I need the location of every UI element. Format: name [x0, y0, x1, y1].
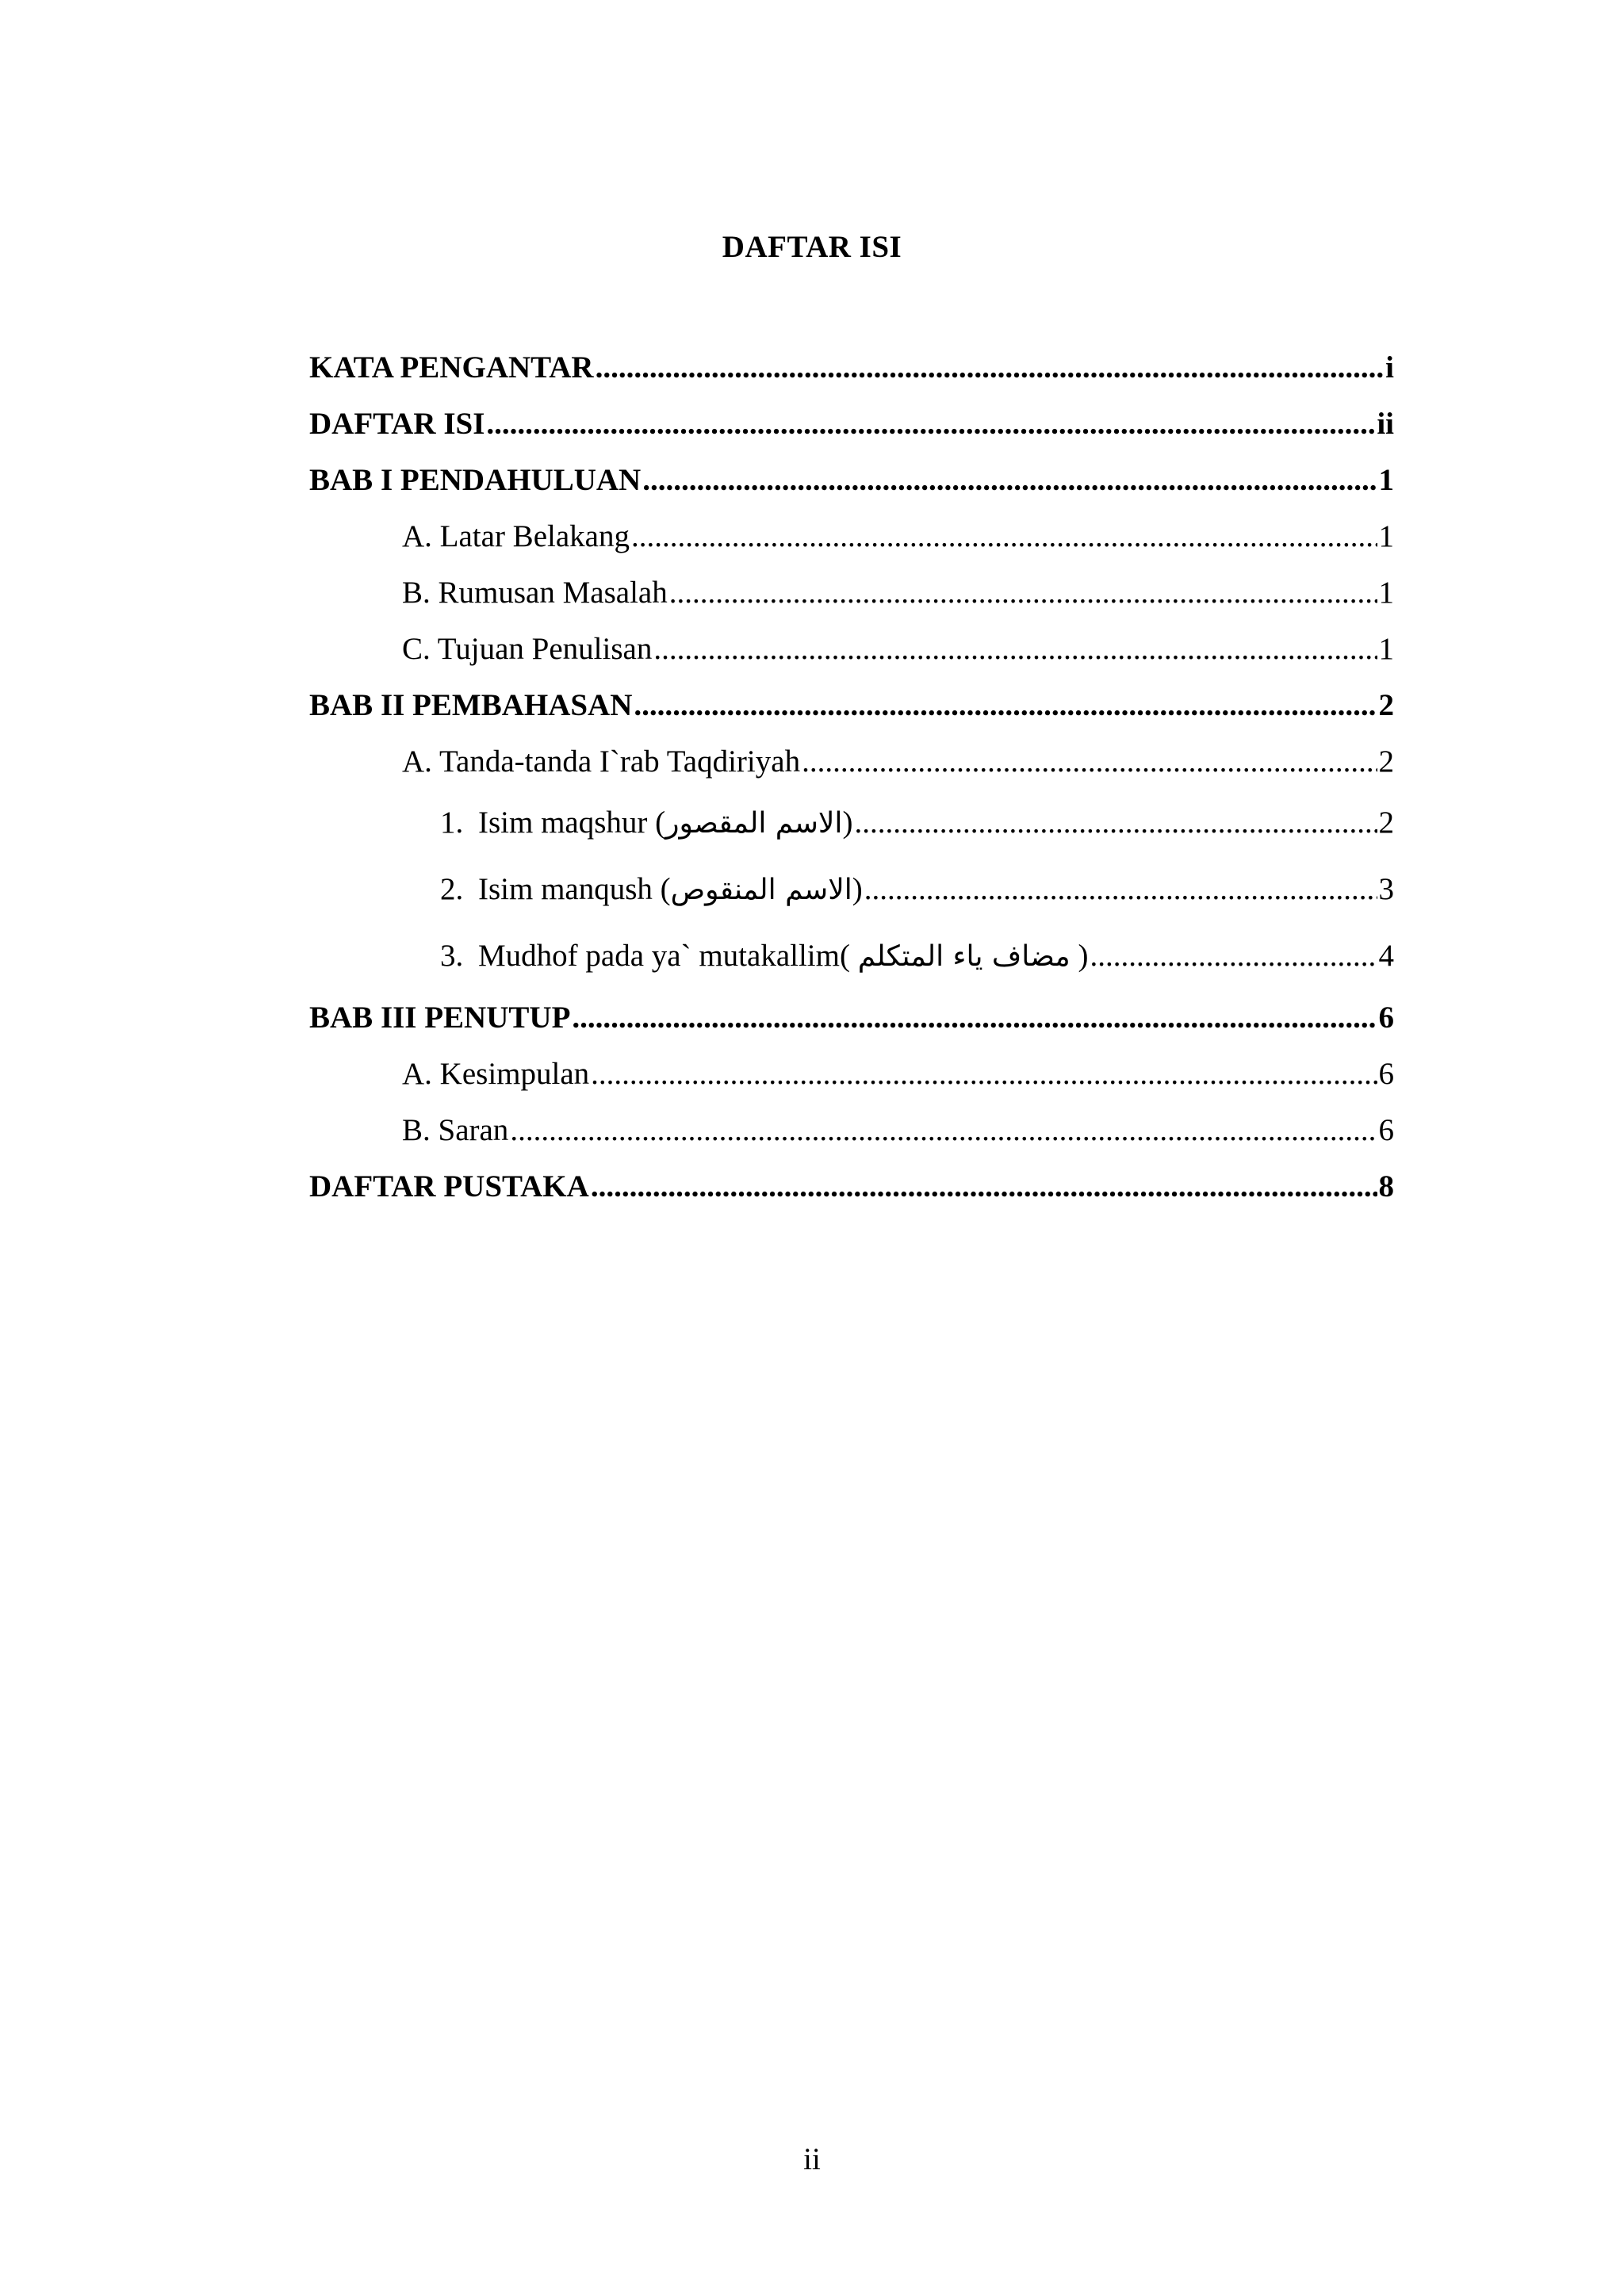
dot-leader — [510, 1102, 1377, 1158]
dot-leader — [591, 1046, 1377, 1102]
toc-entry-arabic-term: مضاف ياء المتكلم — [857, 940, 1071, 973]
toc-entry-page-number: 2 — [1378, 688, 1394, 722]
toc-entry-page-number: 8 — [1378, 1169, 1394, 1203]
toc-entry-bab-iii[interactable] — [309, 989, 1394, 1046]
toc-entry-page-number: 1 — [1378, 632, 1394, 666]
toc-entry-number: 1. — [440, 806, 464, 840]
toc-entry-kesimpulan[interactable] — [309, 1046, 1394, 1102]
toc-entry-label: BAB I PENDAHULUAN — [309, 463, 642, 497]
toc-entry-page-number: i — [1385, 350, 1394, 385]
dot-leader — [653, 621, 1377, 677]
toc-entry-label: B. Rumusan Masalah — [402, 576, 668, 610]
toc-entry-page-number: 1 — [1378, 463, 1394, 497]
dot-leader — [596, 339, 1385, 396]
dot-leader — [591, 1158, 1377, 1215]
toc-entry-label: DAFTAR ISI — [309, 407, 485, 441]
toc-entry-label: KATA PENGANTAR — [309, 350, 594, 385]
dot-leader — [634, 677, 1377, 733]
toc-entry-label: A. Latar Belakang — [402, 519, 630, 553]
toc-entry-rumusan-masalah[interactable] — [309, 564, 1394, 621]
toc-entry-label-suffix: ) — [1070, 939, 1089, 973]
toc-entry-label: Isim maqshur ( — [478, 806, 666, 840]
toc-entry-arabic-term: الاسم المقصور — [665, 807, 843, 840]
toc-entry-page-number: 6 — [1378, 1113, 1394, 1147]
toc-entry-tanda-irab[interactable] — [309, 733, 1394, 790]
toc-entry-page-number: 1 — [1378, 519, 1394, 553]
toc-entry-isim-manqush[interactable] — [309, 856, 1394, 923]
toc-entry-label: A. Kesimpulan — [402, 1057, 590, 1091]
toc-entry-kata-pengantar[interactable] — [309, 339, 1394, 396]
toc-entry-label: DAFTAR PUSTAKA — [309, 1169, 589, 1203]
dot-leader — [486, 396, 1375, 452]
toc-entry-label-suffix: ) — [842, 806, 853, 840]
dot-leader — [854, 790, 1377, 856]
toc-entry-page-number: 2 — [1378, 744, 1394, 779]
toc-entry-text — [440, 856, 863, 923]
toc-entry-page-number: ii — [1377, 407, 1394, 441]
dot-leader — [1090, 923, 1377, 989]
toc-entry-label: C. Tujuan Penulisan — [402, 632, 653, 666]
toc-entry-saran[interactable] — [309, 1102, 1394, 1158]
dot-leader — [572, 989, 1377, 1046]
page-footer-number: ii — [803, 2142, 821, 2176]
page-title: DAFTAR ISI — [722, 230, 902, 264]
toc-entry-label: BAB III PENUTUP — [309, 1001, 571, 1035]
toc-entry-label: BAB II PEMBAHASAN — [309, 688, 633, 722]
toc-entry-label: A. Tanda-tanda I`rab Taqdiriyah — [402, 744, 801, 779]
toc-entry-page-number: 6 — [1378, 1057, 1394, 1091]
toc-entry-label-suffix: ) — [852, 872, 863, 906]
toc-entry-latar-belakang[interactable] — [309, 508, 1394, 564]
toc-entry-daftar-isi[interactable] — [309, 396, 1394, 452]
toc-entry-page-number: 3 — [1378, 872, 1394, 906]
toc-entry-daftar-pustaka[interactable] — [309, 1158, 1394, 1215]
dot-leader — [631, 508, 1377, 564]
toc-entry-number: 3. — [440, 939, 464, 973]
toc-entry-label: B. Saran — [402, 1113, 509, 1147]
toc-entry-text — [440, 923, 1088, 989]
toc-entry-text — [440, 790, 852, 856]
toc-entry-mudhof-ya-mutakallim[interactable] — [309, 923, 1394, 989]
dot-leader — [802, 733, 1377, 790]
toc-entry-bab-i[interactable] — [309, 452, 1394, 508]
table-of-contents — [309, 339, 1394, 1215]
dot-leader — [669, 564, 1377, 621]
toc-entry-isim-maqshur[interactable] — [309, 790, 1394, 856]
dot-leader — [864, 856, 1377, 923]
toc-entry-page-number: 4 — [1378, 939, 1394, 973]
toc-entry-label: Isim manqush ( — [478, 872, 671, 906]
toc-entry-tujuan-penulisan[interactable] — [309, 621, 1394, 677]
toc-entry-page-number: 1 — [1378, 576, 1394, 610]
dot-leader — [642, 452, 1377, 508]
toc-entry-arabic-term: الاسم المنقوص — [670, 874, 852, 906]
toc-entry-label: Mudhof pada ya` mutakallim( — [478, 939, 858, 973]
toc-entry-bab-ii[interactable] — [309, 677, 1394, 733]
toc-entry-number: 2. — [440, 872, 464, 906]
toc-entry-page-number: 6 — [1378, 1001, 1394, 1035]
toc-entry-page-number: 2 — [1378, 806, 1394, 840]
